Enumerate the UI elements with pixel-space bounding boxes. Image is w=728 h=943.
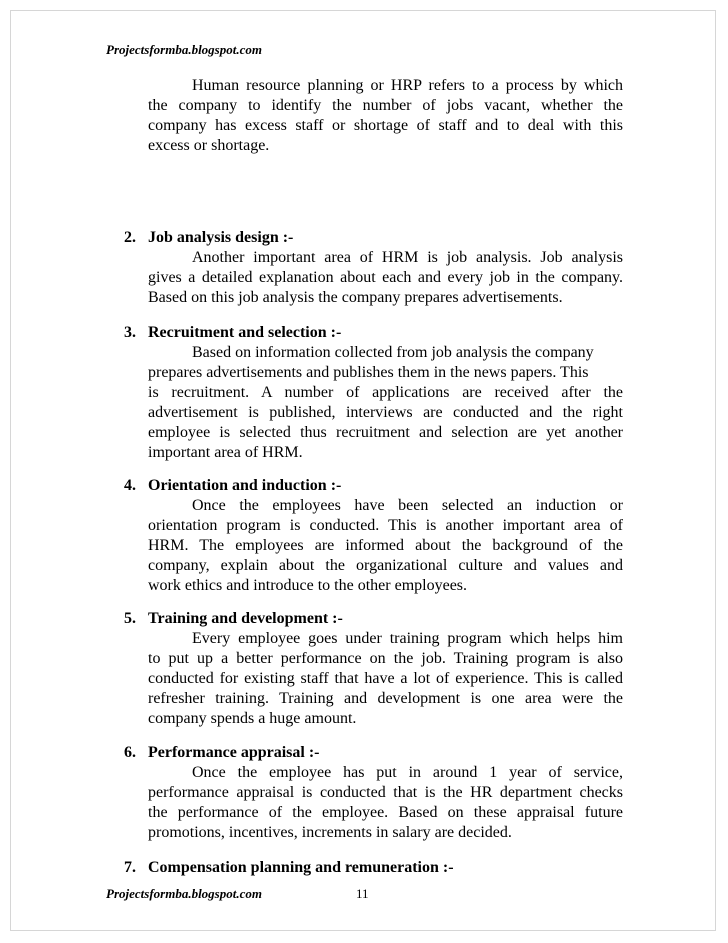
section-compensation-planning [124,858,623,878]
section-line: refresher training. Training and development is one area were the [148,690,623,707]
section-line: gives a detailed explanation about each and every job in the company. [148,269,623,286]
header-site-name: Projectsformba.blogspot.com [106,42,262,57]
section-line: company, explain about the organizational culture and values and [148,557,623,574]
section-orientation-induction [124,476,623,596]
section-heading: Compensation planning and remuneration :- [148,859,454,876]
section-training-development [124,609,623,729]
section-number: 2. [124,229,136,246]
intro-line: the company to identify the number of jobs vacant, whether the [148,97,623,114]
section-line: is recruitment. A number of applications are received after the [148,384,623,401]
section-line: promotions, incentives, increments in salary are decided. [148,824,512,841]
page-number: 11 [356,886,369,901]
section-number: 3. [124,324,136,341]
section-line: Based on this job analysis the company prepares advertisements. [148,289,563,306]
section-heading: Job analysis design :- [148,229,294,246]
section-recruitment-selection [124,323,623,463]
section-line: Based on information collected from job analysis the company [192,344,594,361]
intro-line: Human resource planning or HRP refers to a process by which [192,77,623,94]
intro-line: excess or shortage. [148,137,270,154]
section-job-analysis [124,228,623,308]
section-line: company spends a huge amount. [148,710,357,727]
section-line: Another important area of HRM is job analysis. Job analysis [192,249,623,266]
section-line: prepares advertisements and publishes them in the news papers. This [148,364,589,381]
section-heading: Performance appraisal :- [148,744,320,761]
intro-line: company has excess staff or shortage of staff and to deal with this [148,117,623,134]
section-line: performance appraisal is conducted that is the HR department checks [148,784,623,801]
section-heading: Training and development :- [148,610,343,627]
intro-paragraph [148,76,623,156]
section-number: 7. [124,859,136,876]
section-heading: Orientation and induction :- [148,477,342,494]
section-line: the performance of the employee. Based on these appraisal future [148,804,623,821]
section-line: Once the employees have been selected an induction or [192,497,623,514]
section-line: employee is selected thus recruitment and selection are yet another [148,424,623,441]
section-line: important area of HRM. [148,444,303,461]
section-performance-appraisal [124,743,623,843]
section-line: advertisement is published, interviews are conducted and the right [148,404,623,421]
section-number: 4. [124,477,136,494]
section-line: to put up a better performance on the job. Training program is also [148,650,623,667]
section-line: conducted for existing staff that have a lot of experience. This is called [148,670,623,687]
section-line: Once the employee has put in around 1 year of service, [192,764,623,781]
section-line: orientation program is conducted. This is another important area of [148,517,623,534]
section-number: 6. [124,744,136,761]
section-line: work ethics and introduce to the other employees. [148,577,468,594]
section-line: HRM. The employees are informed about the background of the [148,537,623,554]
section-number: 5. [124,610,136,627]
section-line: Every employee goes under training program which helps him [192,630,623,647]
section-heading: Recruitment and selection :- [148,324,342,341]
footer-site-name: Projectsformba.blogspot.com [106,886,262,901]
